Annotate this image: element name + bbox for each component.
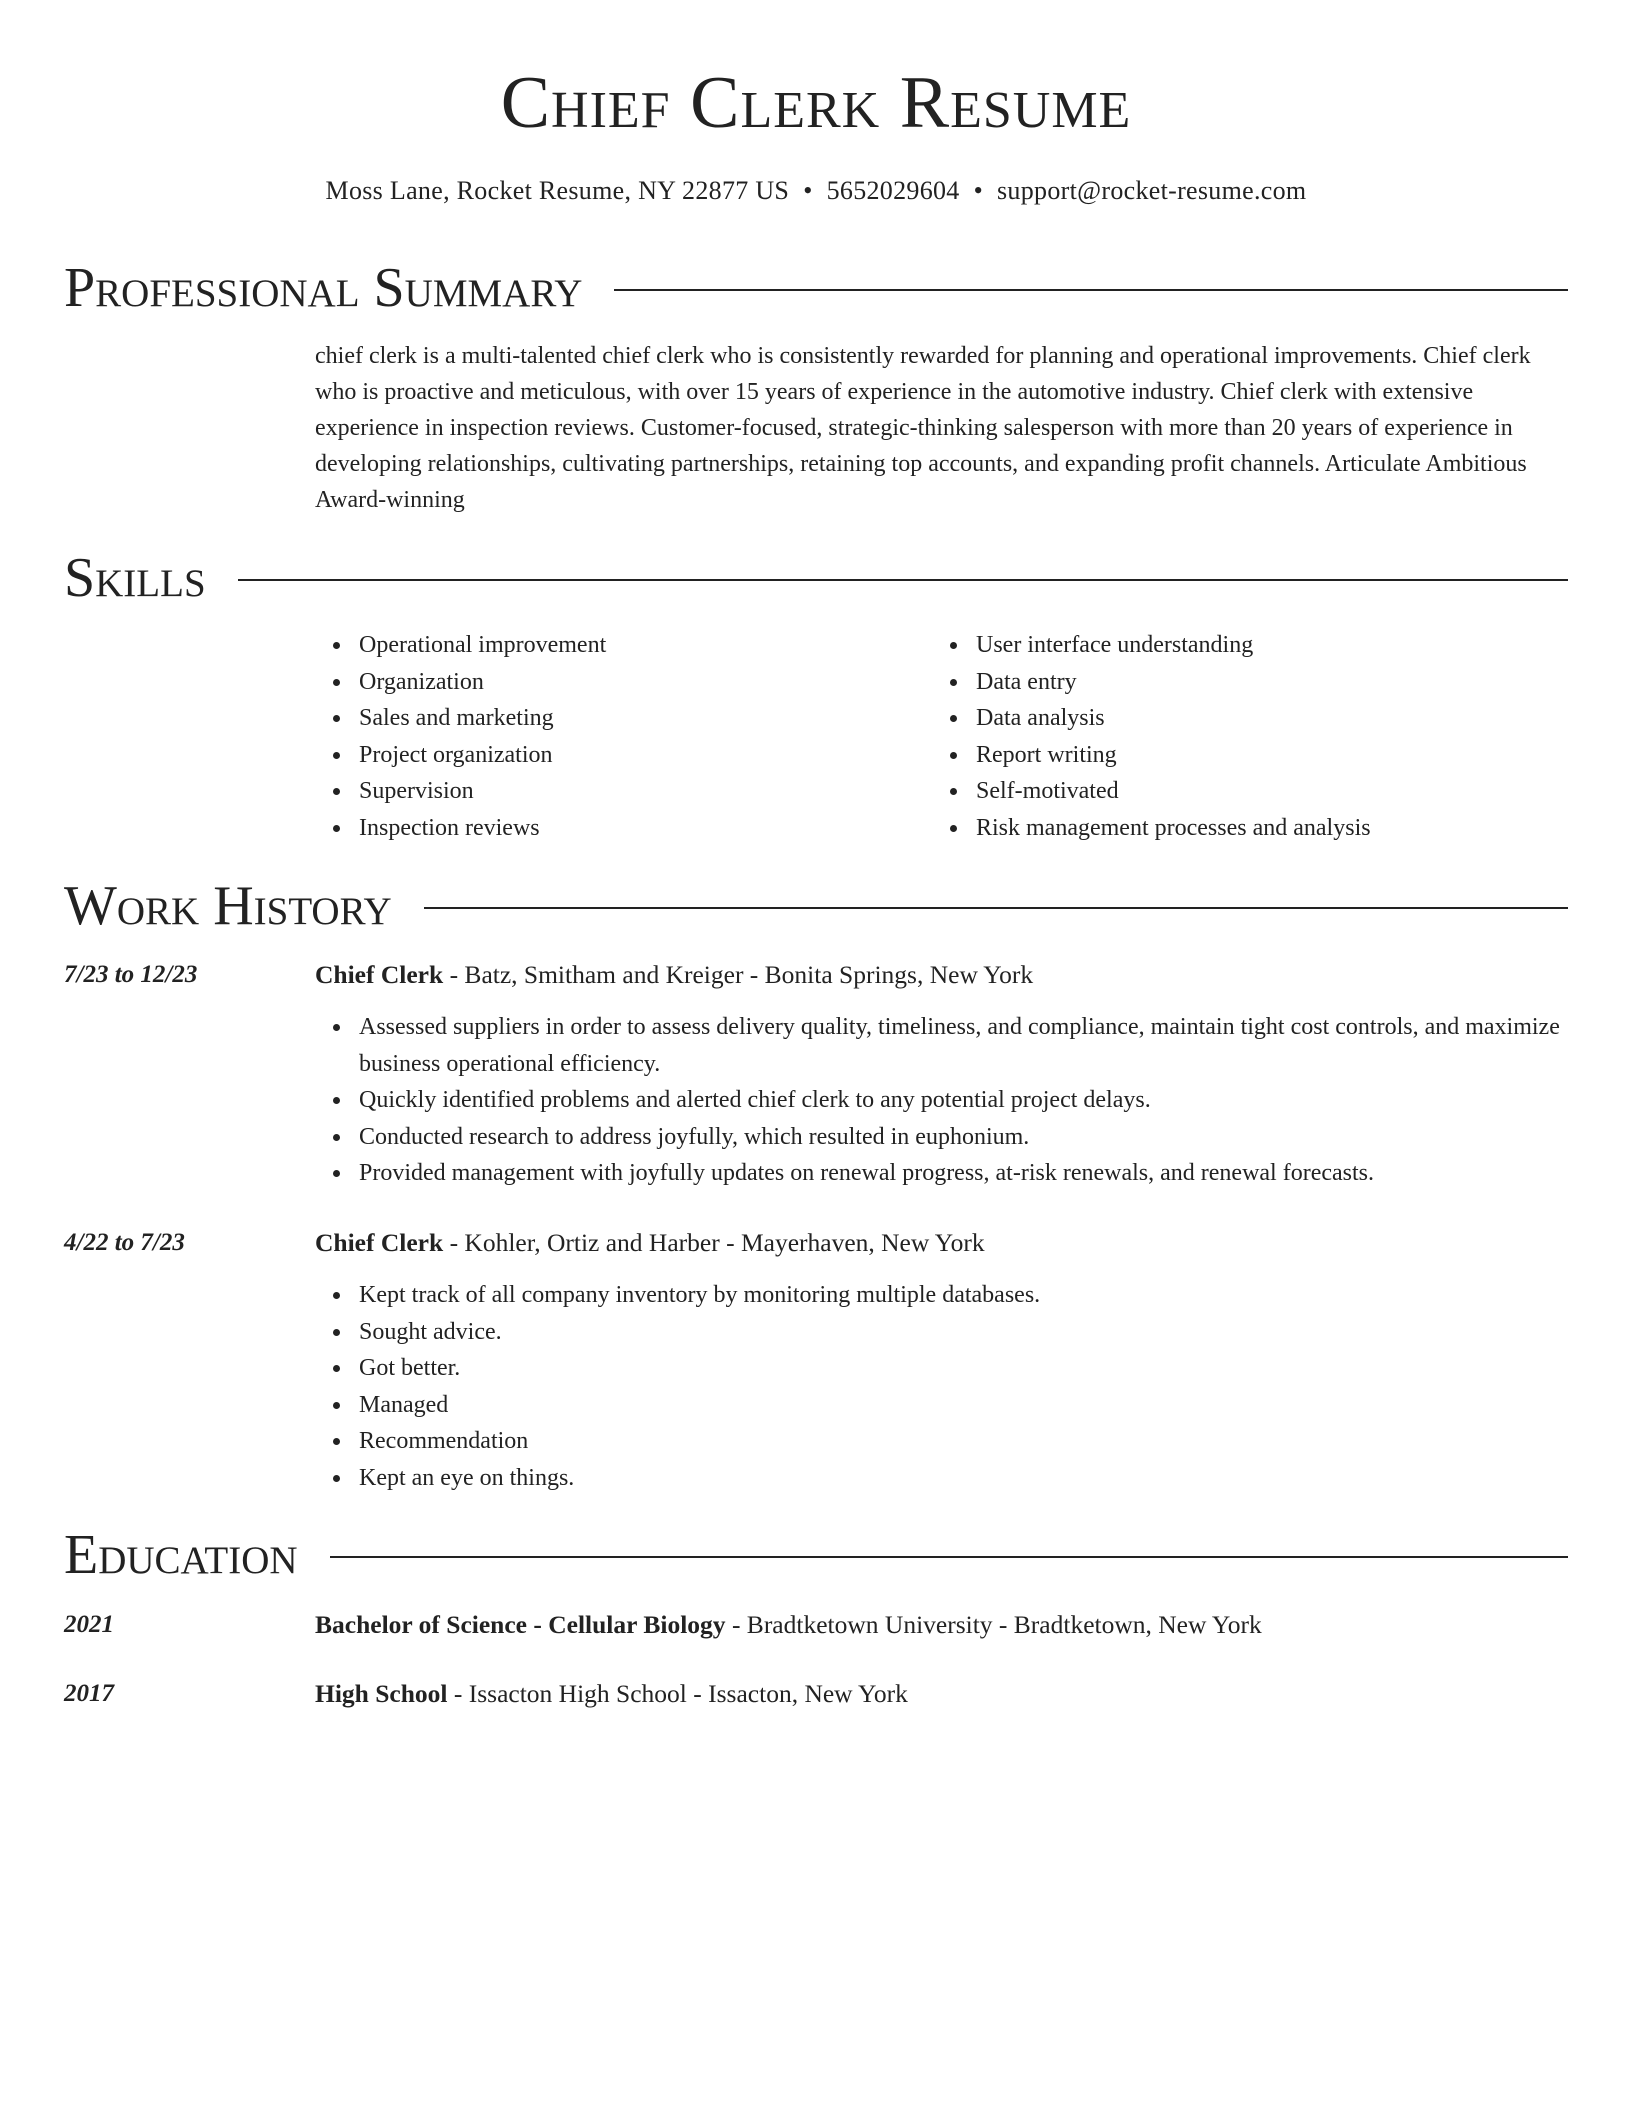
skills-list-left — [315, 627, 959, 846]
skills-list-right — [932, 627, 1616, 846]
job-bullet: Quickly identified problems and alerted chief clerk to any potential project delays. — [359, 1082, 1609, 1119]
job-dates: 4/22 to 7/23 — [64, 1229, 185, 1256]
skill-item: Data entry — [976, 664, 1616, 701]
job-bullet: Provided management with joyfully updates on renewal progress, at-risk renewals, and renewal forecasts. — [359, 1155, 1609, 1192]
job-title-line — [315, 1225, 1565, 1261]
resume-title: Chief Clerk Resume — [500, 62, 1132, 144]
job-employer-details: - Kohler, Ortiz and Harber - Mayerhaven, New York — [443, 1228, 985, 1257]
education-school-details: - Bradtketown University - Bradtketown, New York — [725, 1610, 1262, 1639]
education-degree: High School — [315, 1679, 448, 1708]
job-bullet: Conducted research to address joyfully, which resulted in euphonium. — [359, 1119, 1609, 1156]
summary-section-header — [64, 253, 1568, 323]
job-bullet: Kept track of all company inventory by monitoring multiple databases. — [359, 1277, 1609, 1314]
skill-item: Project organization — [359, 737, 959, 774]
job-bullets — [315, 1009, 1609, 1192]
section-divider — [330, 1556, 1568, 1558]
skill-item: Data analysis — [976, 700, 1616, 737]
education-heading: Education — [64, 1524, 298, 1586]
section-divider — [238, 579, 1568, 581]
contact-separator: • — [973, 176, 984, 205]
job-employer-details: - Batz, Smitham and Kreiger - Bonita Springs, New York — [443, 960, 1034, 989]
job-position: Chief Clerk — [315, 1228, 444, 1257]
contact-email: support@rocket-resume.com — [997, 176, 1307, 205]
job-bullet: Managed — [359, 1387, 1609, 1424]
education-degree: Bachelor of Science - Cellular Biology — [315, 1610, 726, 1639]
education-line — [315, 1676, 1565, 1712]
section-divider — [424, 907, 1568, 909]
education-year: 2021 — [64, 1611, 114, 1638]
work-heading: Work History — [64, 875, 392, 937]
skills-section-header — [64, 543, 1568, 613]
work-section-header — [64, 871, 1568, 941]
skill-item: Organization — [359, 664, 959, 701]
skill-item: Supervision — [359, 773, 959, 810]
job-bullet: Kept an eye on things. — [359, 1460, 1609, 1497]
education-school-details: - Issacton High School - Issacton, New York — [447, 1679, 908, 1708]
skill-item: Risk management processes and analysis — [976, 810, 1616, 847]
job-title-line — [315, 957, 1565, 993]
skill-item: Report writing — [976, 737, 1616, 774]
job-bullet: Got better. — [359, 1350, 1609, 1387]
job-bullet: Assessed suppliers in order to assess delivery quality, timeliness, and compliance, maintain tight cost controls, and maximize business operational efficiency. — [359, 1009, 1609, 1082]
job-bullets — [315, 1277, 1609, 1496]
skill-item: User interface understanding — [976, 627, 1616, 664]
job-bullet: Sought advice. — [359, 1314, 1609, 1351]
education-section-header — [64, 1520, 1568, 1590]
skill-item: Operational improvement — [359, 627, 959, 664]
skill-item: Sales and marketing — [359, 700, 959, 737]
job-position: Chief Clerk — [315, 960, 444, 989]
skill-item: Inspection reviews — [359, 810, 959, 847]
contact-line — [0, 175, 1632, 207]
job-bullet: Recommendation — [359, 1423, 1609, 1460]
summary-text: chief clerk is a multi-talented chief clerk who is consistently rewarded for planning and operational improvements. Chief clerk who is proactive and meticulous, with over 15 years of experience in the automotive industry. Chief clerk with extensive experience in inspection reviews. Customer-focused, strategic-thinking salesperson with more than 20 years of experience in developing relationships, cultivating partnerships, retaining top accounts, and expanding profit channels. Articulate Ambitious Award-winning — [315, 343, 1531, 513]
contact-address: Moss Lane, Rocket Resume, NY 22877 US — [325, 176, 790, 205]
education-year: 2017 — [64, 1680, 114, 1707]
summary-heading: Professional Summary — [64, 257, 583, 319]
contact-separator: • — [803, 176, 813, 205]
section-divider — [614, 289, 1568, 291]
education-line — [315, 1607, 1565, 1643]
skills-heading: Skills — [64, 547, 206, 609]
job-dates: 7/23 to 12/23 — [64, 961, 198, 988]
contact-phone: 5652029604 — [826, 176, 960, 205]
skill-item: Self-motivated — [976, 773, 1616, 810]
